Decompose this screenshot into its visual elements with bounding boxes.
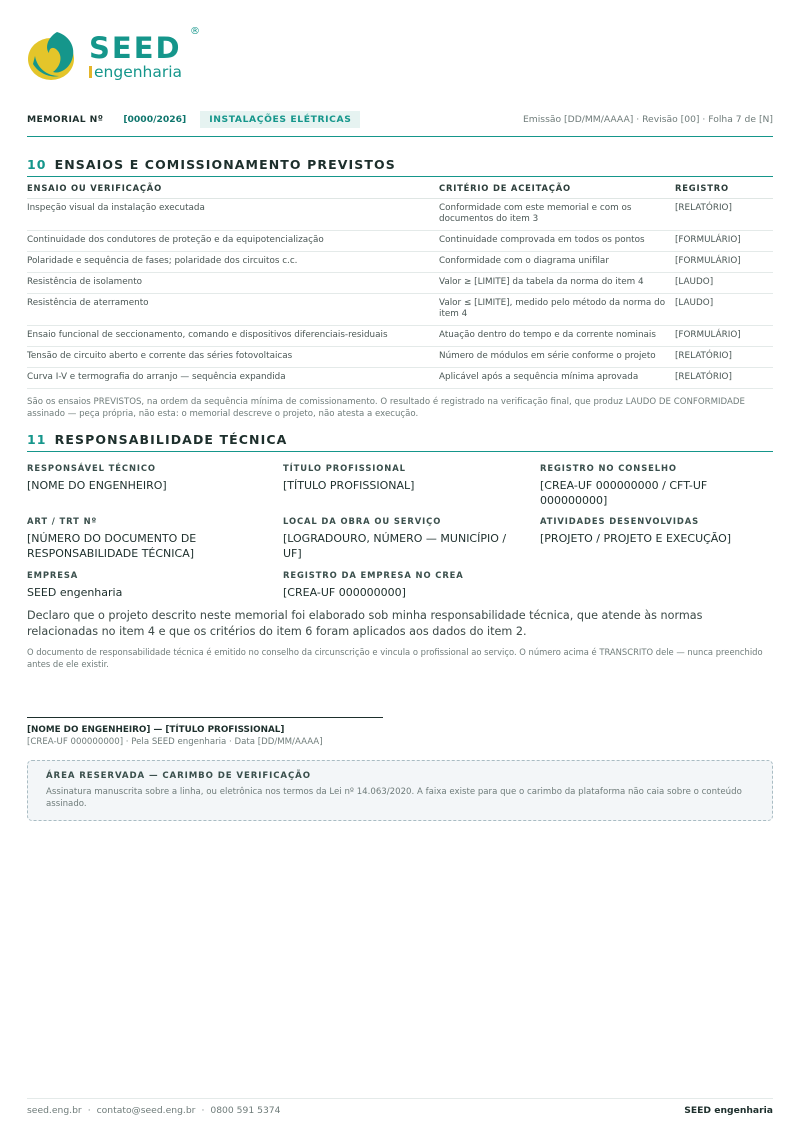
table-cell: [FORMULÁRIO] [675, 231, 773, 252]
table-header-row [27, 180, 773, 199]
field-label: EMPRESA [27, 570, 79, 580]
table-cell: Número de módulos em série conforme o projeto [439, 347, 675, 368]
column-header: CRITÉRIO DE ACEITAÇÃO [439, 180, 675, 199]
field-value: SEED engenharia [27, 586, 123, 599]
section-title-text: RESPONSABILIDADE TÉCNICA [54, 432, 288, 447]
document-meta: Emissão [DD/MM/AAAA] · Revisão [00] · Folha 7 de [N] [523, 114, 773, 125]
table-row [27, 199, 773, 231]
table-row [27, 326, 773, 347]
table-row [27, 252, 773, 273]
field-label: TÍTULO PROFISSIONAL [283, 463, 406, 473]
table-cell: [FORMULÁRIO] [675, 252, 773, 273]
logo-accent-bar [89, 66, 92, 78]
section-11-title [27, 432, 287, 447]
reserved-area-title: ÁREA RESERVADA — CARIMBO DE VERIFICAÇÃO [46, 771, 311, 781]
signature-line[interactable] [27, 717, 383, 718]
column-header: REGISTRO [675, 180, 773, 199]
phone-number[interactable]: 0800 591 5374 [210, 1105, 281, 1116]
field-art [27, 516, 272, 561]
field-value: [TÍTULO PROFISSIONAL] [283, 479, 415, 492]
table-cell: [RELATÓRIO] [675, 347, 773, 368]
field-responsavel [27, 463, 272, 493]
field-value: [PROJETO / PROJETO E EXECUÇÃO] [540, 532, 732, 545]
table-row [27, 294, 773, 326]
verification-stamp-area [27, 760, 773, 821]
footer-company: SEED engenharia [684, 1105, 773, 1116]
table-cell: Resistência de isolamento [27, 273, 439, 294]
field-label: RESPONSÁVEL TÉCNICO [27, 463, 156, 473]
table-cell: Continuidade comprovada em todos os pontos [439, 231, 675, 252]
column-header: ENSAIO OU VERIFICAÇÃO [27, 180, 439, 199]
company-logo [27, 26, 200, 84]
table-cell: Curva I-V e termografia do arranjo — sequência expandida [27, 368, 439, 389]
table-row [27, 273, 773, 294]
website-link[interactable]: seed.eng.br [27, 1105, 82, 1116]
field-empresa [27, 570, 272, 600]
table-cell: [LAUDO] [675, 273, 773, 294]
declaration-text: Declaro que o projeto descrito neste memorial foi elaborado sob minha responsabilidade técnica, que atende às normas relacionadas no item 4 e que os critérios do item 6 foram aplicados aos dados do item 2. [27, 609, 703, 638]
table-cell: Atuação dentro do tempo e da corrente nominais [439, 326, 675, 347]
table-row [27, 368, 773, 389]
table-row [27, 231, 773, 252]
field-label: ART / TRT Nº [27, 516, 98, 526]
logo-wordmark: SEED [89, 31, 182, 65]
logo-subtitle: engenharia [94, 63, 183, 81]
email-link[interactable]: contato@seed.eng.br [96, 1105, 196, 1116]
separator: · [201, 1105, 205, 1116]
section-10-note: São os ensaios PREVISTOS, na ordem da sequência mínima de comissionamento. O resultado é registrado na verificação final, que produz LAUDO DE CONFORMIDADE assinado — peça própria, não esta: o memorial descreve o projeto, não atesta a execução. [27, 397, 745, 419]
table-cell: Conformidade com este memorial e com os documentos do item 3 [439, 199, 675, 231]
art-note: O documento de responsabilidade técnica é emitido no conselho da circunscrição e vincula o profissional ao serviço. O número acima é TRANSCRITO dele — nunca preenchido antes de ele existir. [27, 647, 763, 669]
section-number: 10 [27, 157, 47, 172]
field-label: ATIVIDADES DESENVOLVIDAS [540, 516, 700, 526]
table-cell: Resistência de aterramento [27, 294, 439, 326]
section-number: 11 [27, 432, 47, 447]
table-cell: Valor ≤ [LIMITE], medido pelo método da norma do item 4 [439, 294, 675, 326]
table-cell: Valor ≥ [LIMITE] da tabela da norma do item 4 [439, 273, 675, 294]
header-divider [27, 136, 773, 137]
table-cell: Ensaio funcional de seccionamento, comando e dispositivos diferenciais-residuais [27, 326, 439, 347]
category-badge: INSTALAÇÕES ELÉTRICAS [200, 111, 360, 128]
table-cell: [RELATÓRIO] [675, 199, 773, 231]
field-registro [540, 463, 773, 508]
table-cell: [RELATÓRIO] [675, 368, 773, 389]
section-10-divider [27, 176, 773, 177]
field-value: [NOME DO ENGENHEIRO] [27, 479, 167, 492]
table-cell: Polaridade e sequência de fases; polaridade dos circuitos c.c. [27, 252, 439, 273]
footer-contacts [27, 1105, 281, 1116]
table-cell: Tensão de circuito aberto e corrente das séries fotovoltaicas [27, 347, 439, 368]
table-cell: Inspeção visual da instalação executada [27, 199, 439, 231]
signature-details: [CREA-UF 000000000] · Pela SEED engenharia · Data [DD/MM/AAAA] [27, 737, 323, 747]
table-cell: Aplicável após a sequência mínima aprovada [439, 368, 675, 389]
memorial-header [27, 110, 773, 129]
separator: · [87, 1105, 91, 1116]
field-value: [NÚMERO DO DOCUMENTO DE RESPONSABILIDADE TÉCNICA] [27, 532, 197, 560]
table-cell: [FORMULÁRIO] [675, 326, 773, 347]
reserved-area-text: Assinatura manuscrita sobre a linha, ou eletrônica nos termos da Lei nº 14.063/2020. A faixa existe para que o carimbo da plataforma não caia sobre o conteúdo assinado. [46, 787, 742, 809]
field-atividades [540, 516, 773, 546]
section-title-text: ENSAIOS E COMISSIONAMENTO PREVISTOS [54, 157, 396, 172]
seed-logo-icon [27, 26, 81, 82]
field-label: REGISTRO DA EMPRESA NO CREA [283, 570, 464, 580]
table-cell: Conformidade com o diagrama unifilar [439, 252, 675, 273]
section-11-divider [27, 451, 773, 452]
registered-mark: ® [190, 26, 200, 37]
table-cell: Continuidade dos condutores de proteção e da equipotencialização [27, 231, 439, 252]
field-registro-empresa [283, 570, 528, 600]
field-label: REGISTRO NO CONSELHO [540, 463, 677, 473]
field-value: [CREA-UF 000000000 / CFT-UF 000000000] [540, 479, 708, 507]
document-page [27, 0, 773, 1132]
footer-divider [27, 1098, 773, 1099]
table-cell: [LAUDO] [675, 294, 773, 326]
memorial-label: MEMORIAL Nº [27, 114, 104, 125]
memorial-number: [0000/2026] [123, 114, 187, 125]
section-10-title [27, 157, 396, 172]
field-local [283, 516, 528, 561]
field-titulo [283, 463, 528, 493]
commissioning-table [27, 180, 773, 389]
signature-name: [NOME DO ENGENHEIRO] — [TÍTULO PROFISSIONAL] [27, 725, 285, 735]
field-label: LOCAL DA OBRA OU SERVIÇO [283, 516, 442, 526]
field-value: [CREA-UF 000000000] [283, 586, 406, 599]
table-row [27, 347, 773, 368]
field-value: [LOGRADOURO, NÚMERO — MUNICÍPIO / UF] [283, 532, 507, 560]
